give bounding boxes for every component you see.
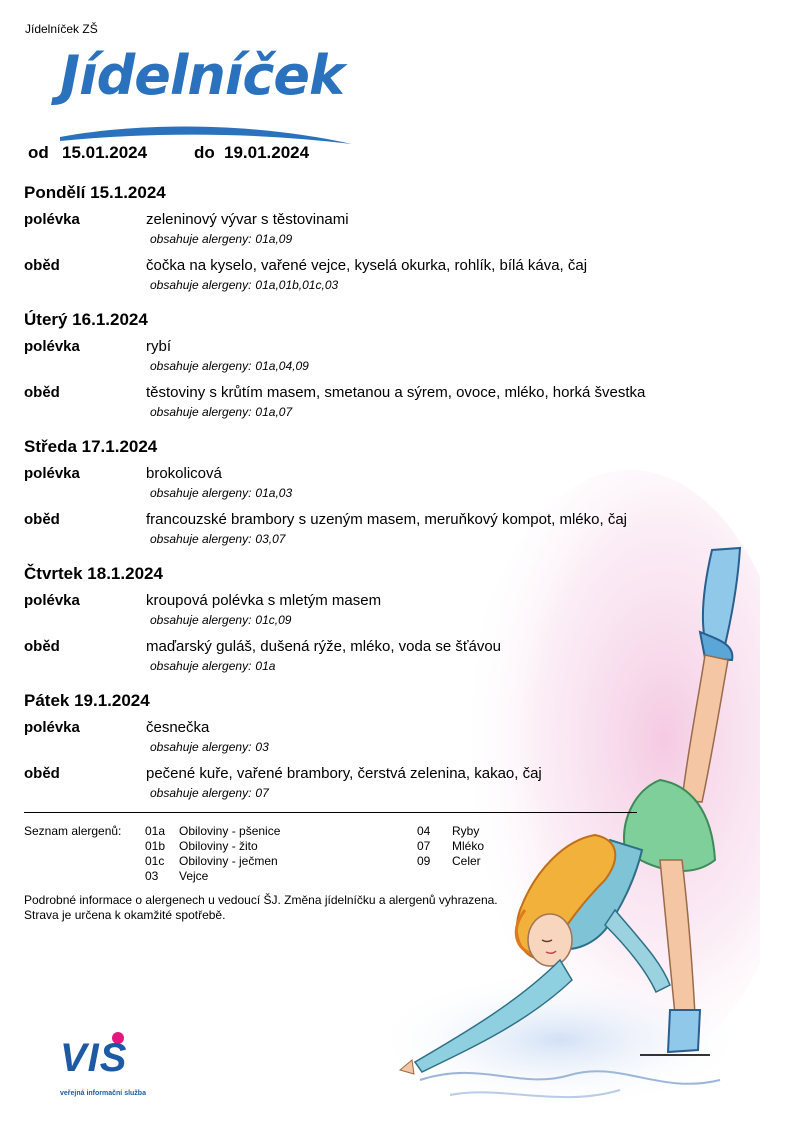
lunch-allergens (146, 659, 275, 673)
allergen-name: Obiloviny - žito (179, 839, 258, 853)
allergen-prefix: obsahuje alergeny: (150, 740, 252, 754)
vis-logo (58, 1032, 168, 1104)
allergen-codes: 01a,03 (255, 486, 293, 500)
allergen-code: 03 (145, 869, 159, 883)
soup-label: polévka (24, 465, 80, 482)
lunch-label: oběd (24, 384, 60, 401)
allergen-codes: 01c,09 (255, 613, 292, 627)
allergen-name: Mléko (452, 839, 485, 853)
allergen-codes: 03 (255, 740, 269, 754)
lunch-label: oběd (24, 257, 60, 274)
allergen-code: 09 (417, 854, 431, 868)
menu-title-logo (52, 44, 362, 154)
lunch-allergens (146, 786, 269, 800)
lunch-label: oběd (24, 638, 60, 655)
allergen-codes: 01a (255, 659, 276, 673)
soup-allergens (146, 486, 292, 500)
period-from-date: 15.01.2024 (62, 143, 148, 162)
allergen-prefix: obsahuje alergeny: (150, 659, 252, 673)
soup-name: brokolicová (146, 465, 222, 482)
lunch-label: oběd (24, 511, 60, 528)
allergen-code: 04 (417, 824, 431, 838)
allergen-prefix: obsahuje alergeny: (150, 786, 252, 800)
allergen-list-label: Seznam alergenů: (24, 824, 122, 838)
day-title: Pátek 19.1.2024 (24, 691, 150, 710)
allergen-codes: 01a,04,09 (255, 359, 309, 373)
logo-text: Jídelníček (60, 44, 344, 107)
soup-label: polévka (24, 592, 80, 609)
lunch-name: maďarský guláš, dušená rýže, mléko, voda se šťávou (146, 638, 502, 655)
period-from-label: od (28, 143, 49, 162)
document-title: Jídelníček ZŠ (25, 22, 98, 36)
soup-label: polévka (24, 211, 80, 228)
soup-allergens (146, 359, 309, 373)
vis-logo-text: VIS (60, 1036, 128, 1080)
vis-logo-subtitle: veřejná informační služba (60, 1090, 146, 1097)
divider (24, 812, 637, 813)
allergen-prefix: obsahuje alergeny: (150, 532, 252, 546)
allergen-prefix: obsahuje alergeny: (150, 486, 252, 500)
allergen-prefix: obsahuje alergeny: (150, 359, 252, 373)
lunch-name: pečené kuře, vařené brambory, čerstvá zelenina, kakao, čaj (146, 765, 542, 782)
day-title: Úterý 16.1.2024 (24, 310, 148, 329)
allergen-codes: 07 (255, 786, 269, 800)
logo-swoosh (52, 44, 362, 154)
day-title: Středa 17.1.2024 (24, 437, 158, 456)
soup-allergens (146, 232, 292, 246)
soup-name: zeleninový vývar s těstovinami (146, 211, 349, 228)
lunch-label: oběd (24, 765, 60, 782)
allergen-prefix: obsahuje alergeny: (150, 278, 252, 292)
info-note: Podrobné informace o alergenech u vedoucí ŠJ. Změna jídelníčku a alergenů vyhrazena. (24, 893, 498, 907)
soup-name: česnečka (146, 719, 210, 736)
allergen-name: Obiloviny - pšenice (179, 824, 281, 838)
lunch-name: těstoviny s krůtím masem, smetanou a sýrem, ovoce, mléko, horká švestka (146, 384, 646, 401)
lunch-allergens (146, 278, 338, 292)
allergen-code: 01b (145, 839, 166, 853)
allergen-codes: 01a,07 (255, 405, 293, 419)
day-title: Čtvrtek 18.1.2024 (24, 564, 163, 583)
allergen-codes: 01a,09 (255, 232, 293, 246)
allergen-prefix: obsahuje alergeny: (150, 405, 252, 419)
lunch-allergens (146, 532, 285, 546)
allergen-code: 01a (145, 824, 166, 838)
lunch-allergens (146, 405, 292, 419)
soup-label: polévka (24, 719, 80, 736)
info-note: Strava je určena k okamžité spotřebě. (24, 908, 226, 922)
lunch-name: čočka na kyselo, vařené vejce, kyselá okurka, rohlík, bílá káva, čaj (146, 257, 588, 274)
soup-allergens (146, 613, 291, 627)
lunch-name: francouzské brambory s uzeným masem, meruňkový kompot, mléko, čaj (146, 511, 628, 528)
allergen-code: 01c (145, 854, 165, 868)
allergen-codes: 01a,01b,01c,03 (255, 278, 339, 292)
day-title: Pondělí 15.1.2024 (24, 183, 166, 202)
soup-name: kroupová polévka s mletým masem (146, 592, 382, 609)
allergen-name: Obiloviny - ječmen (179, 854, 278, 868)
allergen-name: Ryby (452, 824, 480, 838)
period-to-date: 19.01.2024 (224, 143, 310, 162)
allergen-codes: 03,07 (255, 532, 286, 546)
allergen-name: Celer (452, 854, 481, 868)
allergen-prefix: obsahuje alergeny: (150, 613, 252, 627)
allergen-code: 07 (417, 839, 431, 853)
allergen-prefix: obsahuje alergeny: (150, 232, 252, 246)
allergen-name: Vejce (179, 869, 209, 883)
soup-allergens (146, 740, 269, 754)
soup-label: polévka (24, 338, 80, 355)
period-to-label: do (194, 143, 215, 162)
soup-name: rybí (146, 338, 172, 355)
